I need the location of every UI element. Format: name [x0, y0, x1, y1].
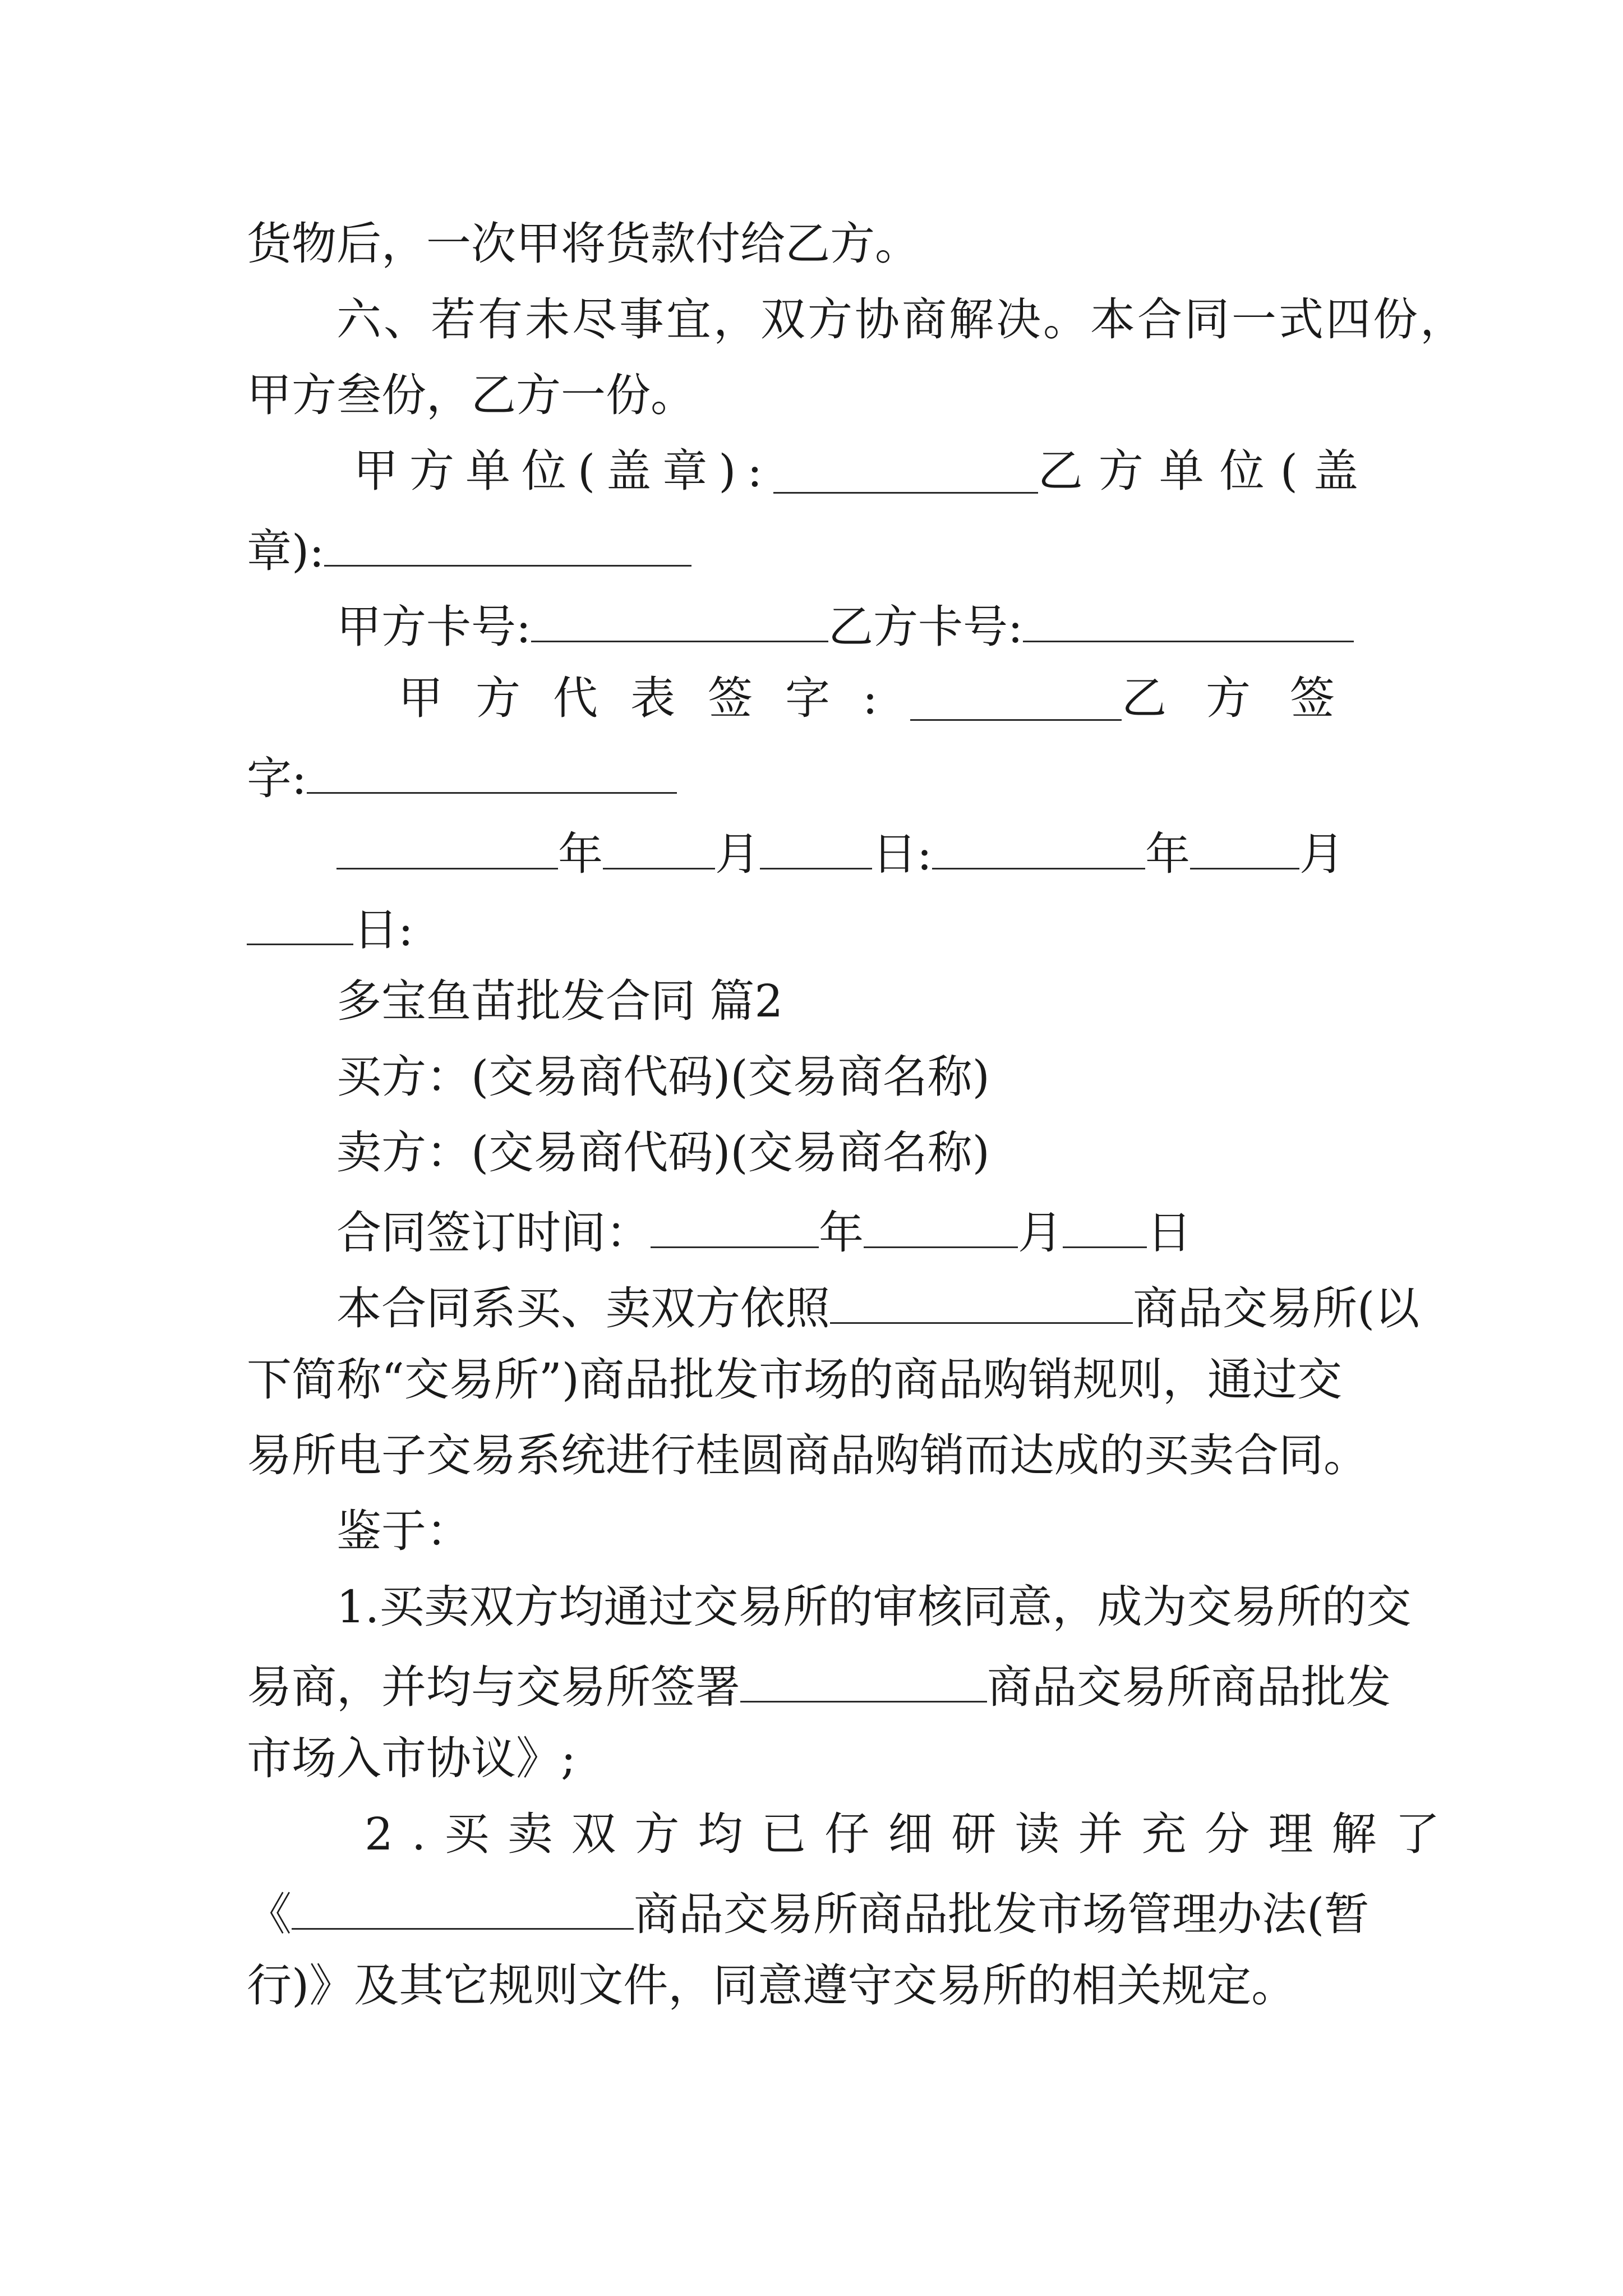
sign-month-blank — [864, 1206, 1018, 1248]
section-heading: 多宝鱼苗批发合同 篇2 — [336, 975, 783, 1027]
seller-line: 卖方：(交易商代码)(交易商名称) — [336, 1126, 990, 1179]
unit-seal-row-2 — [247, 524, 691, 577]
sign-year-label: 年 — [819, 1207, 864, 1259]
party-b-day-blank — [247, 903, 353, 945]
party-a-year-blank — [336, 827, 558, 869]
intro-line1 — [336, 1282, 1420, 1335]
party-b-sign-label-cont: 字: — [247, 752, 307, 804]
year-label: 年 — [558, 828, 603, 880]
intro-line2: 下简称“交易所”)商品批发市场的商品购销规则，通过交 — [247, 1354, 1343, 1406]
exchange-name-blank — [830, 1282, 1133, 1324]
sign-time-row — [336, 1206, 1192, 1259]
sign-day-label: 日 — [1147, 1207, 1192, 1259]
day-colon-label-b: 日: — [353, 904, 413, 956]
whereas-heading: 鉴于： — [336, 1505, 471, 1557]
item2-text-b: 商品交易所商品批发市场管理办法(暂 — [634, 1888, 1370, 1940]
item1-line2 — [247, 1660, 1391, 1713]
item1-line1: 1.买卖双方均通过交易所的审核同意，成为交易所的交 — [336, 1581, 1412, 1633]
party-b-month-blank — [1190, 827, 1299, 869]
party-b-card-label: 乙方卡号: — [828, 601, 1023, 653]
party-a-card-label: 甲方卡号: — [336, 601, 531, 653]
party-b-sign-blank — [307, 752, 677, 794]
party-a-rep-label: 甲方代表签字: — [398, 672, 910, 724]
day-colon-label: 日: — [872, 828, 932, 880]
clause-six-line2: 甲方叁份，乙方一份。 — [247, 369, 695, 421]
item2-open-quote: 《 — [247, 1888, 292, 1940]
sign-time-label: 合同签订时间： — [336, 1207, 651, 1259]
year-label-b: 年 — [1145, 828, 1190, 880]
rep-sign-row — [398, 672, 1374, 724]
date-row — [336, 827, 1344, 880]
item2-line1: 2.买卖双方均已仔细研读并充分理解了 — [365, 1808, 1459, 1860]
intro-text-a: 本合同系买、卖双方依照 — [336, 1282, 830, 1335]
item1-text-a: 易商，并均与交易所签署 — [247, 1661, 740, 1713]
month-label: 月 — [715, 828, 760, 880]
party-a-unit-blank — [773, 452, 1038, 494]
sign-month-label: 月 — [1018, 1207, 1063, 1259]
party-b-unit-blank — [324, 524, 691, 567]
party-a-card-blank — [531, 600, 828, 642]
item1-exchange-blank — [740, 1660, 987, 1703]
intro-text-b: 商品交易所(以 — [1133, 1282, 1420, 1335]
clause-six-line1: 六、若有未尽事宜，双方协商解决。本合同一式四份， — [336, 293, 1467, 346]
party-a-day-blank — [760, 827, 872, 869]
card-row — [336, 600, 1354, 653]
date-row-2 — [247, 903, 413, 956]
paragraph-tail: 货物后，一次甲将货款付给乙方。 — [247, 218, 920, 270]
party-b-sign-label: 乙方签 — [1122, 672, 1374, 724]
item1-line3: 市场入市协议》; — [247, 1732, 576, 1784]
party-a-rep-blank — [910, 679, 1122, 721]
buyer-line: 买方：(交易商代码)(交易商名称) — [336, 1051, 990, 1103]
party-b-unit-label-cont: 章): — [247, 525, 325, 577]
party-b-card-blank — [1023, 600, 1354, 642]
item2-line3: 行)》及其它规则文件，同意遵守交易所的相关规定。 — [247, 1959, 1297, 2012]
intro-line3: 易所电子交易系统进行桂圆商品购销而达成的买卖合同。 — [247, 1429, 1368, 1481]
item2-exchange-blank — [292, 1888, 634, 1930]
party-b-unit-label: 乙方单位(盖 — [1038, 445, 1374, 497]
sign-day-blank — [1063, 1206, 1147, 1248]
item1-text-b: 商品交易所商品批发 — [987, 1661, 1391, 1713]
unit-seal-row — [353, 445, 1374, 497]
party-a-unit-label: 甲方单位(盖章): — [353, 445, 774, 497]
rep-sign-row-2 — [247, 752, 677, 804]
sign-year-blank — [651, 1206, 819, 1248]
party-a-month-blank — [603, 827, 715, 869]
party-b-year-blank — [932, 827, 1145, 869]
item2-line2 — [247, 1888, 1370, 1940]
month-label-b: 月 — [1299, 828, 1344, 880]
